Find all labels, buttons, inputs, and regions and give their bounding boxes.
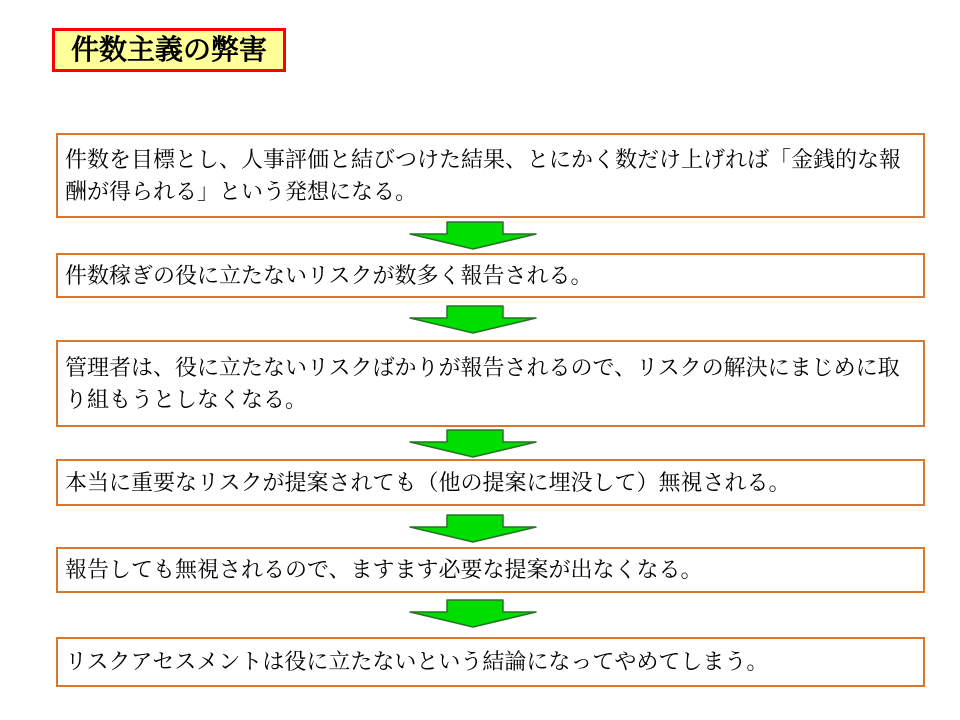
flow-box-4-text: 本当に重要なリスクが提案されても（他の提案に埋没して）無視される。 — [65, 469, 791, 495]
flow-box-2 — [56, 253, 925, 298]
flow-box-3 — [56, 340, 925, 427]
slide-title-label: 件数主義の弊害 — [71, 34, 268, 65]
flow-box-5 — [56, 547, 925, 593]
down-arrow-icon — [408, 221, 538, 250]
flow-box-3-text: 管理者は、役に立たないリスクばかりが報告されるので、リスクの解決にまじめに取り組もうとしなくなる。 — [65, 354, 900, 412]
flow-box-6-text: リスクアセスメントは役に立たないという結論になってやめてしまう。 — [65, 649, 769, 674]
slide-title — [52, 28, 286, 72]
flow-box-4 — [56, 459, 925, 506]
down-arrow-icon — [408, 429, 538, 458]
flow-box-6 — [56, 637, 925, 687]
flow-box-1-text: 件数を目標とし、人事評価と結びつけた結果、とにかく数だけ上げれば「金銭的な報酬が得られる」という発想になる。 — [65, 146, 902, 204]
down-arrow-icon — [408, 514, 538, 543]
down-arrow-icon — [408, 305, 538, 334]
flow-box-1 — [56, 133, 925, 218]
flow-box-5-text: 報告しても無視されるので、ますます必要な提案が出なくなる。 — [65, 557, 703, 582]
flow-box-2-text: 件数稼ぎの役に立たないリスクが数多く報告される。 — [65, 262, 593, 288]
down-arrow-icon — [408, 599, 538, 628]
